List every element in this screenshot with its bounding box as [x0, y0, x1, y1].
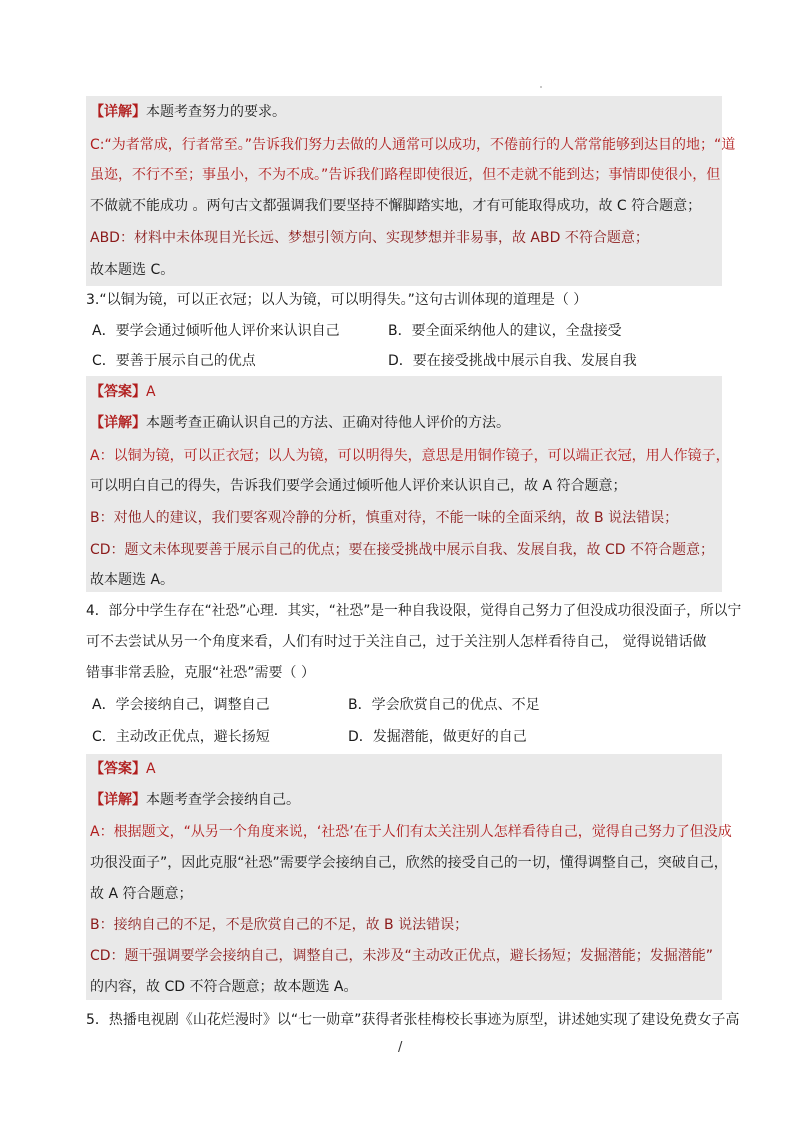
q3-option-c: C．要善于展示自己的优点 [92, 353, 256, 369]
q3-stem: 3.“以铜为镜，可以正衣冠；以人为镜，可以明得失。”这句古训体现的道理是（ ） [86, 292, 588, 308]
answer-value: A [146, 384, 156, 400]
answer-value: A [146, 761, 156, 777]
q2-conclusion: 故本题选 C。 [90, 262, 175, 278]
q4-option-b: B．学会欣赏自己的优点、不足 [348, 697, 540, 713]
q2-option-abd-line: ABD：材料中未体现目光长远、梦想引领方向、实现梦想并非易事，故 ABD 不符合题意； [90, 230, 649, 246]
q2-explanation-block [86, 96, 722, 286]
q3-option-b: B．要全面采纳他人的建议，全盘接受 [388, 323, 622, 339]
answer-tag: 【答案】 [90, 761, 146, 777]
q2-detail-line [90, 102, 286, 122]
q4-option-c: C．主动改正优点，避长扬短 [92, 729, 270, 745]
detail-tag: 【详解】 [90, 415, 146, 431]
q4-stem-line-2: 可不去尝试从另一个角度来看，人们有时过于关注自己，过于关注别人怎样看待自己， 觉得说错话做 [86, 634, 707, 650]
q5-stem-line-1: 5．热播电视剧《山花烂漫时》以“七一勋章”获得者张桂梅校长事迹为原型，讲述她实现了建设免费女子高 [86, 1012, 740, 1028]
answer-tag: 【答案】 [90, 384, 146, 400]
q2-option-c-line-1: C:“为者常成，行者常至。”告诉我们努力去做的人通常可以成功，不倦前行的人常常能够到达目的地；“道 [90, 137, 736, 153]
q3-option-cd-line: CD：题文未体现要善于展示自己的优点；要在接受挑战中展示自我、发展自我，故 CD 不符合题意； [90, 542, 715, 558]
q3-option-b-line: B：对他人的建议，我们要客观冷静的分析，慎重对待，不能一味的全面采纳，故 B 说法错误； [90, 510, 679, 526]
q4-option-a: A．学会接纳自己，调整自己 [92, 697, 270, 713]
q4-option-d: D．发掘潜能，做更好的自己 [348, 729, 527, 745]
detail-text: 本题考查正确认识自己的方法、正确对待他人评价的方法。 [146, 415, 510, 431]
detail-text: 本题考查学会接纳自己。 [146, 792, 300, 808]
q4-detail-line [90, 790, 300, 810]
q4-option-a-line-1: A：根据题文，“从另一个角度来说，‘社恐’在于人们有太关注别人怎样看待自己，觉得自己努力了但没成 [90, 824, 732, 840]
q2-option-c-line-3: 不做就不能成功 。两句古文都强调我们要坚持不懈脚踏实地，才有可能取得成功，故 C 符合题意； [90, 198, 702, 214]
page-number: / [398, 1040, 403, 1055]
q3-conclusion: 故本题选 A。 [90, 572, 175, 588]
q4-stem-line-1: 4．部分中学生存在“社恐”心理．其实，“社恐”是一种自我设限，觉得自己努力了但没成功很没面子，所以宁 [86, 603, 742, 619]
q3-option-a: A．要学会通过倾听他人评价来认识自己 [92, 323, 340, 339]
q4-option-cd-line-1: CD：题干强调要学会接纳自己，调整自己，未涉及“主动改正优点，避长扬短；发掘潜能；发掘潜能” [90, 948, 714, 964]
detail-tag: 【详解】 [90, 104, 146, 120]
q4-option-a-line-2: 功很没面子”，因此克服“社恐”需要学会接纳自己，欣然的接受自己的一切，懂得调整自己，突破自己， [90, 855, 728, 871]
q2-option-c-line-2: 虽迩，不行不至；事虽小，不为不成。”告诉我们路程即使很近，但不走就不能到达；事情即使很小，但 [90, 167, 721, 183]
q4-option-a-line-3: 故 A 符合题意； [90, 886, 193, 902]
q3-detail-line [90, 413, 510, 433]
q3-answer-line [90, 382, 156, 402]
q3-option-a-line-1: A：以铜为镜，可以正衣冠；以人为镜，可以明得失，意思是用铜作镜子，可以端正衣冠，用人作镜子， [90, 448, 730, 464]
scan-speck [540, 86, 542, 88]
detail-tag: 【详解】 [90, 792, 146, 808]
detail-text: 本题考查努力的要求。 [146, 104, 286, 120]
q3-option-a-line-2: 可以明白自己的得失，告诉我们要学会通过倾听他人评价来认识自己，故 A 符合题意； [90, 478, 627, 494]
q4-option-cd-line-2: 的内容，故 CD 不符合题意；故本题选 A。 [90, 979, 358, 995]
q3-option-d: D．要在接受挑战中展示自我、发展自我 [388, 353, 637, 369]
q4-answer-line [90, 759, 156, 779]
q4-option-b-line: B：接纳自己的不足，不是欣赏自己的不足，故 B 说法错误； [90, 917, 469, 933]
q4-stem-line-3: 错事非常丢脸，克服“社恐”需要（ ） [86, 665, 315, 681]
